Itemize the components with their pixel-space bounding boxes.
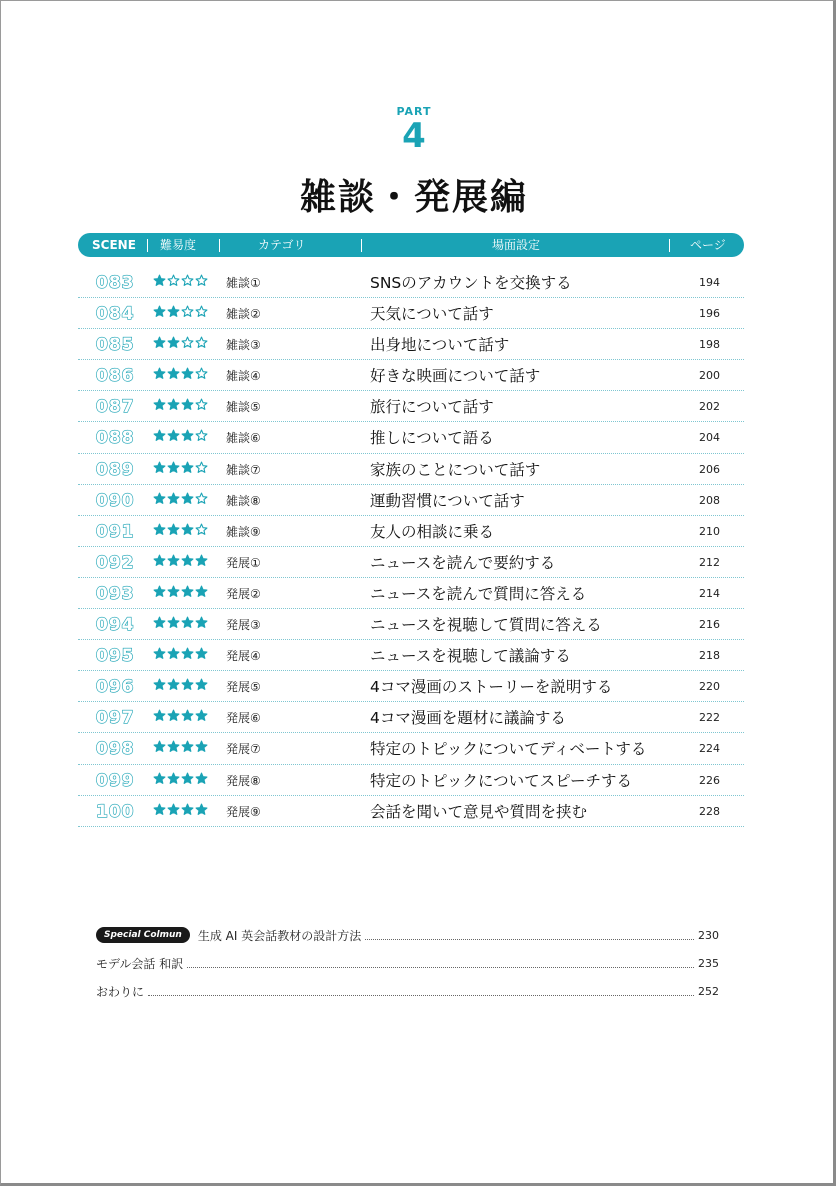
- star-filled-icon: [153, 492, 166, 505]
- scene-setting: 特定のトピックについてスピーチする: [370, 771, 632, 790]
- scene-setting: 特定のトピックについてディベートする: [370, 740, 647, 759]
- column-scene: SCENE: [92, 238, 136, 252]
- table-row: [78, 360, 744, 391]
- star-filled-icon: [181, 616, 194, 629]
- page-number: 218: [699, 649, 720, 663]
- star-filled-icon: [181, 367, 194, 380]
- scene-setting: 旅行について話す: [370, 398, 494, 417]
- star-filled-icon: [181, 492, 194, 505]
- difficulty-stars: [153, 803, 208, 816]
- scene-setting: 出身地について話す: [370, 336, 510, 355]
- toc-entry-label: おわりに: [96, 984, 145, 999]
- table-row: [78, 298, 744, 329]
- toc-entry-page: 252: [698, 984, 719, 998]
- page-number: 194: [699, 276, 720, 289]
- page-number: 214: [699, 586, 720, 600]
- category-label: 発展⑥: [226, 711, 261, 726]
- star-filled-icon: [153, 461, 166, 474]
- difficulty-stars: [153, 554, 208, 567]
- star-filled-icon: [181, 429, 194, 442]
- scene-number: 088: [96, 428, 135, 449]
- scene-setting: 4コマ漫画のストーリーを説明する: [370, 678, 613, 697]
- star-filled-icon: [153, 367, 166, 380]
- star-filled-icon: [153, 585, 166, 598]
- page-number: 224: [699, 742, 720, 756]
- column-separator: [361, 239, 362, 252]
- star-filled-icon: [181, 647, 194, 660]
- star-filled-icon: [167, 398, 180, 411]
- table-row: [78, 733, 744, 764]
- star-outline-icon: [181, 305, 194, 318]
- column-separator: [219, 239, 220, 252]
- toc-entry-label: モデル会話 和訳: [96, 956, 184, 971]
- difficulty-stars: [153, 523, 208, 536]
- scene-setting: 4コマ漫画を題材に議論する: [370, 709, 566, 728]
- table-row: [78, 702, 744, 733]
- scene-number: 095: [96, 646, 135, 667]
- table-row: [78, 454, 744, 485]
- star-outline-icon: [195, 274, 208, 287]
- category-label: 発展⑤: [226, 680, 261, 695]
- scene-number: 091: [96, 521, 135, 542]
- difficulty-stars: [153, 616, 208, 629]
- star-filled-icon: [195, 803, 208, 816]
- category-label: 雑談①: [226, 276, 261, 290]
- toc-entry: [96, 921, 719, 949]
- star-filled-icon: [167, 803, 180, 816]
- difficulty-stars: [153, 492, 208, 505]
- scene-setting: 推しについて語る: [370, 429, 494, 448]
- toc-entry-page: 235: [698, 956, 719, 970]
- page-number: 204: [699, 431, 720, 445]
- star-outline-icon: [195, 336, 208, 349]
- category-label: 雑談⑦: [226, 462, 261, 477]
- star-outline-icon: [195, 429, 208, 442]
- star-filled-icon: [195, 647, 208, 660]
- star-filled-icon: [167, 523, 180, 536]
- category-label: 雑談②: [226, 307, 261, 322]
- star-filled-icon: [195, 772, 208, 785]
- category-label: 雑談⑤: [226, 400, 261, 415]
- scene-number: 098: [96, 739, 135, 760]
- star-filled-icon: [167, 709, 180, 722]
- scene-setting: 友人の相談に乗る: [370, 522, 495, 541]
- star-filled-icon: [181, 709, 194, 722]
- scene-setting: 好きな映画について話す: [370, 367, 541, 386]
- star-filled-icon: [153, 740, 166, 753]
- scene-number: 092: [96, 552, 135, 573]
- column-setting: 場面設定: [492, 238, 541, 252]
- column-page: ページ: [690, 238, 726, 252]
- leader-dots: [148, 995, 694, 996]
- star-filled-icon: [153, 398, 166, 411]
- star-filled-icon: [167, 772, 180, 785]
- star-filled-icon: [167, 647, 180, 660]
- star-filled-icon: [181, 398, 194, 411]
- page-number: 206: [699, 462, 720, 476]
- star-filled-icon: [181, 740, 194, 753]
- page-number: 202: [699, 400, 720, 414]
- star-filled-icon: [167, 461, 180, 474]
- page-number: 212: [699, 555, 720, 569]
- table-row: [78, 267, 744, 298]
- star-filled-icon: [153, 772, 166, 785]
- star-filled-icon: [167, 585, 180, 598]
- star-filled-icon: [153, 709, 166, 722]
- scene-setting: 会話を聞いて意見や質問を挟む: [370, 802, 588, 821]
- scene-number: 085: [96, 335, 135, 356]
- page-number: 198: [699, 338, 720, 352]
- page-number: 208: [699, 493, 720, 507]
- star-filled-icon: [153, 523, 166, 536]
- category-label: 発展④: [226, 649, 261, 664]
- difficulty-stars: [153, 461, 208, 474]
- table-row: [78, 640, 744, 671]
- star-filled-icon: [181, 554, 194, 567]
- difficulty-stars: [153, 429, 208, 442]
- category-label: 発展②: [226, 586, 261, 601]
- page-title: 雑談・発展編: [299, 177, 528, 218]
- star-filled-icon: [181, 678, 194, 691]
- star-filled-icon: [167, 492, 180, 505]
- scene-number: 099: [96, 770, 135, 791]
- category-label: 発展①: [226, 555, 261, 570]
- scene-number: 090: [96, 490, 135, 511]
- star-outline-icon: [195, 367, 208, 380]
- difficulty-stars: [153, 274, 208, 287]
- page-number: 228: [699, 804, 720, 818]
- star-filled-icon: [153, 274, 166, 287]
- table-row: [78, 329, 744, 360]
- category-label: 発展⑧: [226, 773, 261, 788]
- star-filled-icon: [167, 554, 180, 567]
- difficulty-stars: [153, 647, 208, 660]
- page-number: 222: [699, 711, 720, 725]
- star-outline-icon: [195, 461, 208, 474]
- toc-entry: [96, 949, 719, 977]
- star-outline-icon: [195, 492, 208, 505]
- difficulty-stars: [153, 678, 208, 691]
- star-filled-icon: [195, 740, 208, 753]
- star-filled-icon: [167, 336, 180, 349]
- table-row: [78, 547, 744, 578]
- scene-setting: 運動習慣について話す: [370, 491, 525, 510]
- difficulty-stars: [153, 367, 208, 380]
- difficulty-stars: [153, 336, 208, 349]
- scene-number: 087: [96, 397, 135, 418]
- category-label: 雑談③: [226, 338, 261, 353]
- scene-number: 097: [96, 708, 135, 729]
- table-row: [78, 765, 744, 796]
- table-row: [78, 578, 744, 609]
- star-outline-icon: [195, 398, 208, 411]
- star-filled-icon: [181, 461, 194, 474]
- star-filled-icon: [153, 803, 166, 816]
- scene-setting: 家族のことについて話す: [370, 460, 541, 479]
- difficulty-stars: [153, 772, 208, 785]
- page-number: 196: [699, 307, 720, 321]
- star-filled-icon: [181, 803, 194, 816]
- star-outline-icon: [195, 305, 208, 318]
- part-number: 4: [402, 116, 426, 156]
- category-label: 発展⑨: [226, 804, 261, 819]
- scene-number: 086: [96, 366, 135, 387]
- star-filled-icon: [167, 367, 180, 380]
- star-filled-icon: [153, 616, 166, 629]
- star-filled-icon: [181, 523, 194, 536]
- star-outline-icon: [167, 274, 180, 287]
- star-filled-icon: [195, 554, 208, 567]
- scene-number: 096: [96, 677, 135, 698]
- star-outline-icon: [181, 274, 194, 287]
- star-filled-icon: [167, 678, 180, 691]
- category-label: 雑談⑥: [226, 431, 261, 446]
- scene-list: [78, 267, 744, 827]
- scene-number: 084: [96, 304, 135, 325]
- scene-number: 083: [96, 273, 135, 293]
- category-label: 雑談⑨: [226, 524, 261, 539]
- star-filled-icon: [195, 678, 208, 691]
- table-row: [78, 671, 744, 702]
- special-column-badge: Special Colmun: [96, 927, 190, 943]
- page-number: 216: [699, 618, 720, 632]
- column-category: カテゴリ: [258, 238, 306, 252]
- part-label: PART: [396, 105, 432, 118]
- star-filled-icon: [153, 554, 166, 567]
- column-difficulty: 難易度: [160, 238, 197, 252]
- star-filled-icon: [167, 616, 180, 629]
- toc-entry-label: 生成 AI 英会話教材の設計方法: [197, 928, 362, 943]
- page-number: 226: [699, 773, 720, 787]
- scene-number: 093: [96, 583, 135, 604]
- scene-setting: ニュースを視聴して議論する: [370, 647, 571, 666]
- star-outline-icon: [181, 336, 194, 349]
- difficulty-stars: [153, 398, 208, 411]
- table-row: [78, 516, 744, 547]
- star-filled-icon: [153, 429, 166, 442]
- toc-entry: [96, 977, 719, 1005]
- table-row: [78, 391, 744, 422]
- toc-entry-page: 230: [698, 928, 719, 942]
- star-filled-icon: [195, 585, 208, 598]
- star-filled-icon: [153, 647, 166, 660]
- scene-setting: ニュースを視聴して質問に答える: [370, 616, 602, 635]
- star-filled-icon: [195, 709, 208, 722]
- scene-setting: 天気について話す: [370, 305, 494, 324]
- star-filled-icon: [153, 678, 166, 691]
- extra-entries: [96, 921, 719, 1005]
- star-outline-icon: [195, 523, 208, 536]
- star-filled-icon: [181, 772, 194, 785]
- category-label: 雑談④: [226, 369, 261, 384]
- scene-setting: SNSのアカウントを交換する: [370, 274, 572, 292]
- table-row: [78, 422, 744, 453]
- star-filled-icon: [167, 740, 180, 753]
- scene-number: 089: [96, 459, 135, 480]
- category-label: 発展③: [226, 618, 261, 633]
- star-filled-icon: [167, 305, 180, 318]
- difficulty-stars: [153, 305, 208, 318]
- category-label: 雑談⑧: [226, 493, 261, 508]
- leader-dots: [365, 939, 694, 940]
- scene-setting: ニュースを読んで質問に答える: [370, 584, 587, 603]
- page-number: 210: [699, 524, 720, 538]
- leader-dots: [187, 967, 694, 968]
- table-row: [78, 796, 744, 827]
- star-filled-icon: [153, 305, 166, 318]
- page-number: 200: [699, 369, 720, 383]
- table-header: [78, 233, 744, 257]
- difficulty-stars: [153, 709, 208, 722]
- star-filled-icon: [153, 336, 166, 349]
- scene-setting: ニュースを読んで要約する: [370, 553, 556, 572]
- page-number: 220: [699, 680, 720, 694]
- column-separator: [147, 239, 148, 252]
- scene-number: 100: [96, 801, 135, 822]
- star-filled-icon: [167, 429, 180, 442]
- column-separator: [669, 239, 670, 252]
- star-filled-icon: [181, 585, 194, 598]
- scene-number: 094: [96, 615, 135, 636]
- table-row: [78, 609, 744, 640]
- star-filled-icon: [195, 616, 208, 629]
- table-row: [78, 485, 744, 516]
- category-label: 発展⑦: [226, 742, 261, 757]
- difficulty-stars: [153, 740, 208, 753]
- difficulty-stars: [153, 585, 208, 598]
